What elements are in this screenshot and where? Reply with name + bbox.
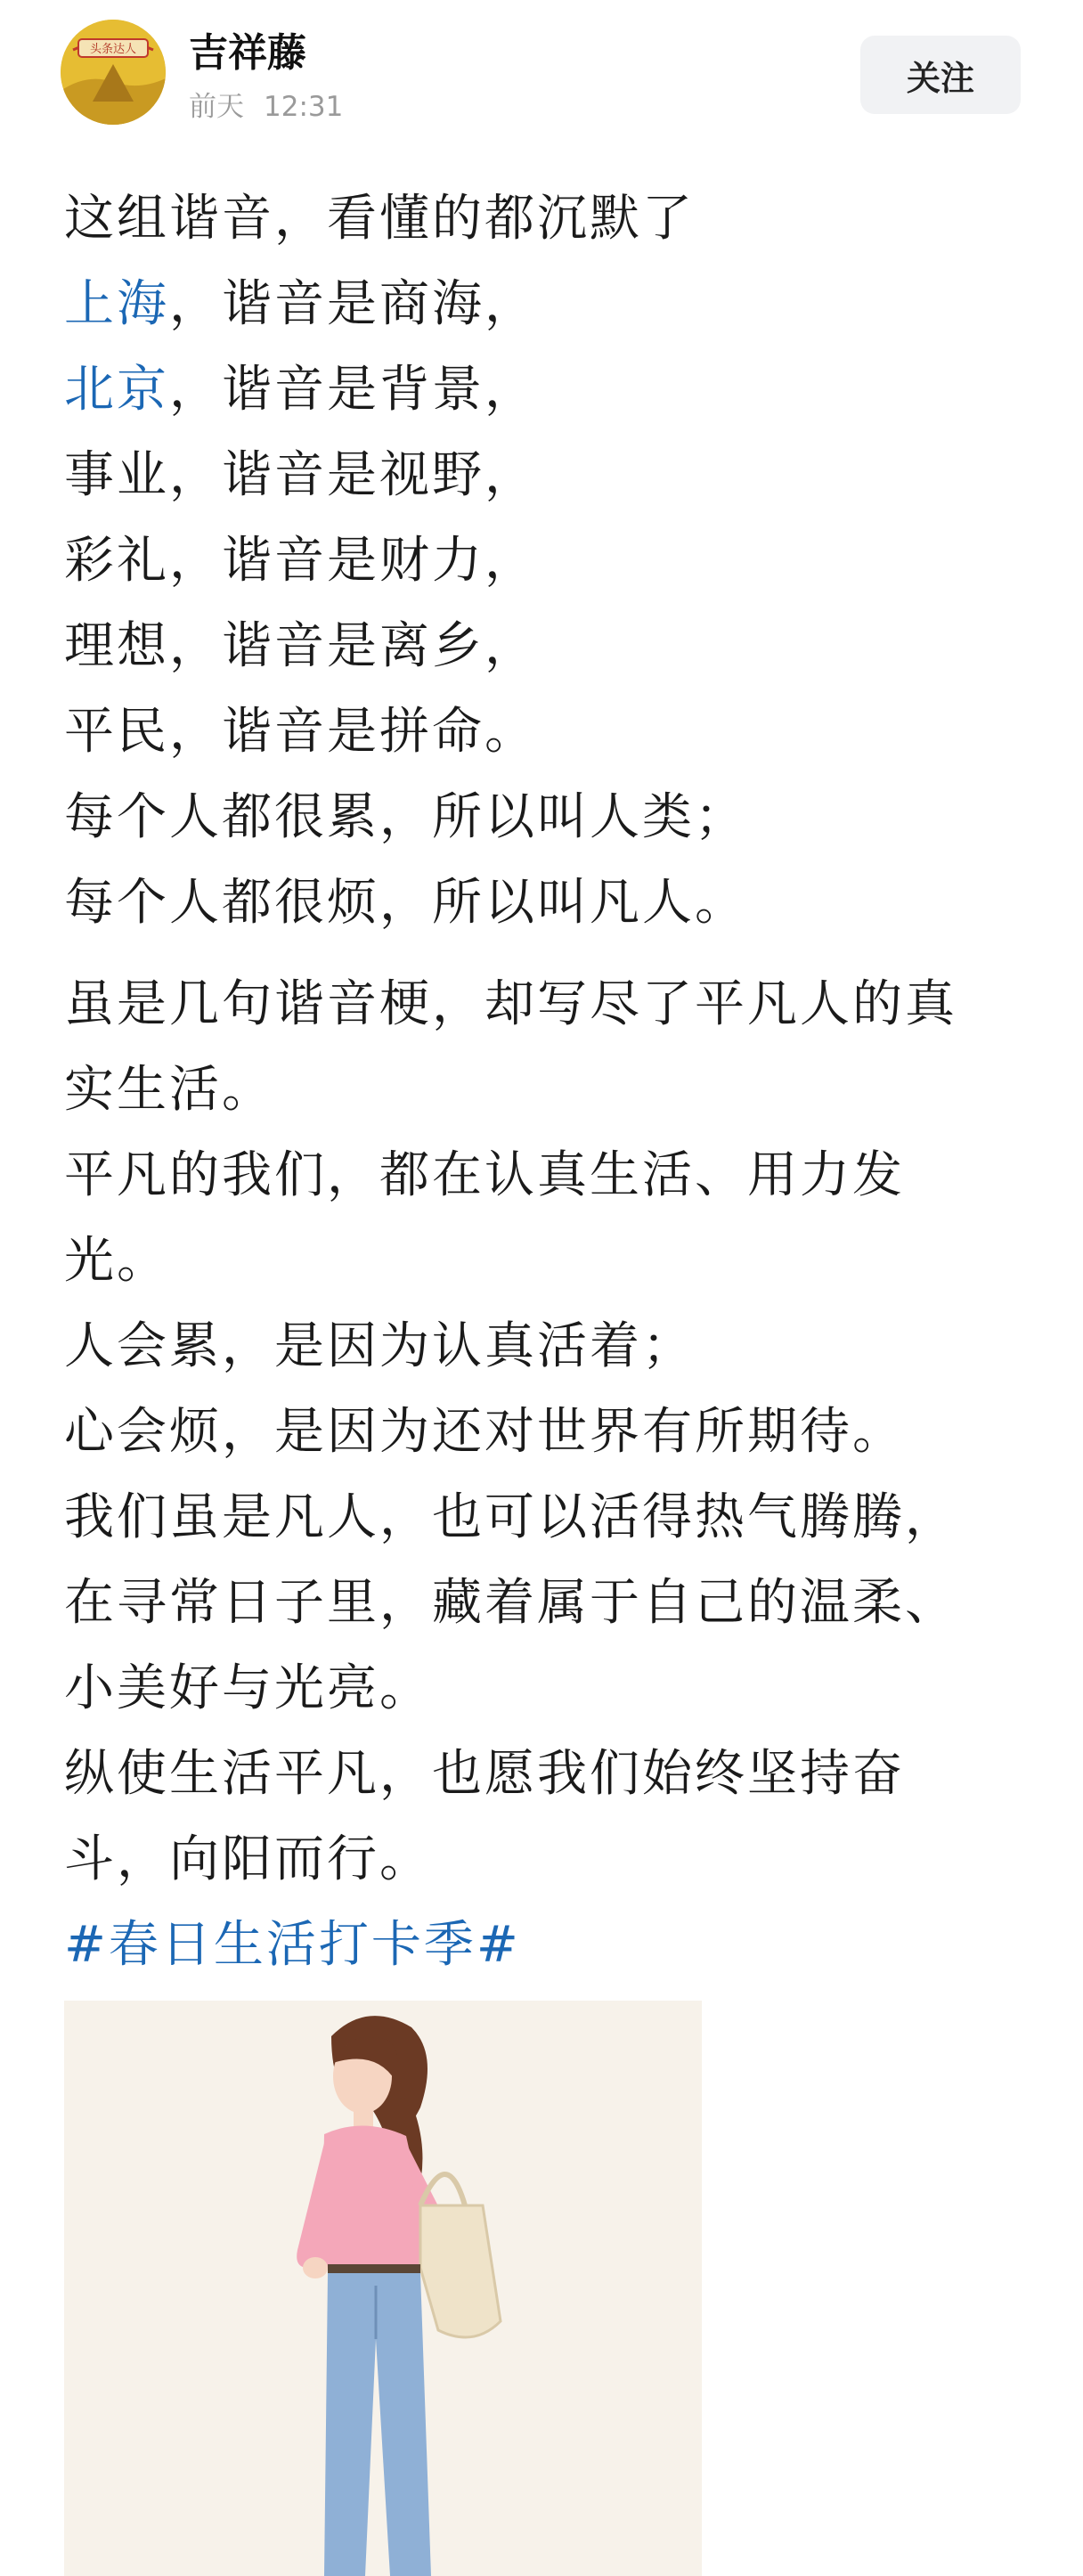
- text-line: 实生活。: [64, 1061, 274, 1119]
- line-text: ，谐音是商海，: [169, 275, 537, 333]
- text-line: [64, 433, 1031, 518]
- link-beijing[interactable]: 北京: [64, 361, 169, 419]
- text-line: 在寻常日子里，藏着属于自己的温柔、: [64, 1574, 957, 1632]
- line-text: 这组谐音，看懂的都沉默了: [64, 190, 695, 248]
- paragraph-1: [64, 176, 1031, 946]
- text-line: 光。: [64, 1232, 169, 1290]
- line-text: 每个人都很累，所以叫人类；: [64, 788, 747, 846]
- post-date: 前天: [189, 91, 244, 123]
- avatar-image: [61, 20, 166, 125]
- line-text: 平民，谐音是拼命。: [64, 703, 537, 761]
- text-line: 虽是几句谐音梗，却写尽了平凡人的真: [64, 975, 957, 1033]
- avatar[interactable]: [61, 20, 166, 125]
- line-text: ，谐音是背景，: [169, 361, 537, 419]
- text-line: 纵使生活平凡，也愿我们始终坚持奋: [64, 1745, 905, 1803]
- post-header: [0, 0, 1083, 151]
- line-text: 事业，谐音是视野，: [64, 446, 537, 504]
- line-text: 彩礼，谐音是财力，: [64, 532, 537, 590]
- text-line: 平凡的我们，都在认真生活、用力发: [64, 1146, 905, 1204]
- text-line: 我们虽是凡人，也可以活得热气腾腾，: [64, 1488, 957, 1546]
- avatar-badge-text: 头条达人: [89, 43, 137, 56]
- line-text: 理想，谐音是离乡，: [64, 617, 537, 675]
- text-line: [64, 347, 1031, 433]
- text-line: [64, 176, 1031, 262]
- author-name[interactable]: 吉祥藤: [189, 30, 306, 76]
- link-shanghai[interactable]: 上海: [64, 275, 169, 333]
- text-line: 斗，向阳而行。: [64, 1830, 432, 1888]
- follow-button[interactable]: 关注: [860, 36, 1021, 114]
- text-line: [64, 775, 1031, 860]
- post-image[interactable]: [64, 2001, 702, 2576]
- text-line: [64, 518, 1031, 604]
- line-text: 每个人都很烦，所以叫凡人。: [64, 874, 747, 932]
- text-line: 小美好与光亮。: [64, 1659, 432, 1717]
- text-line: [64, 860, 1031, 946]
- woman-illustration: [64, 2001, 702, 2576]
- text-line: [64, 689, 1031, 775]
- post-meta: [189, 89, 343, 125]
- post-content: [64, 176, 1031, 1988]
- hashtag-link[interactable]: #春日生活打卡季#: [64, 1916, 521, 1974]
- text-line: [64, 262, 1031, 347]
- text-line: [64, 604, 1031, 689]
- paragraph-2: [64, 962, 1031, 1988]
- post-time: 12:31: [264, 91, 344, 123]
- text-line: 心会烦，是因为还对世界有所期待。: [64, 1403, 905, 1461]
- text-line: 人会累，是因为认真活着；: [64, 1317, 695, 1375]
